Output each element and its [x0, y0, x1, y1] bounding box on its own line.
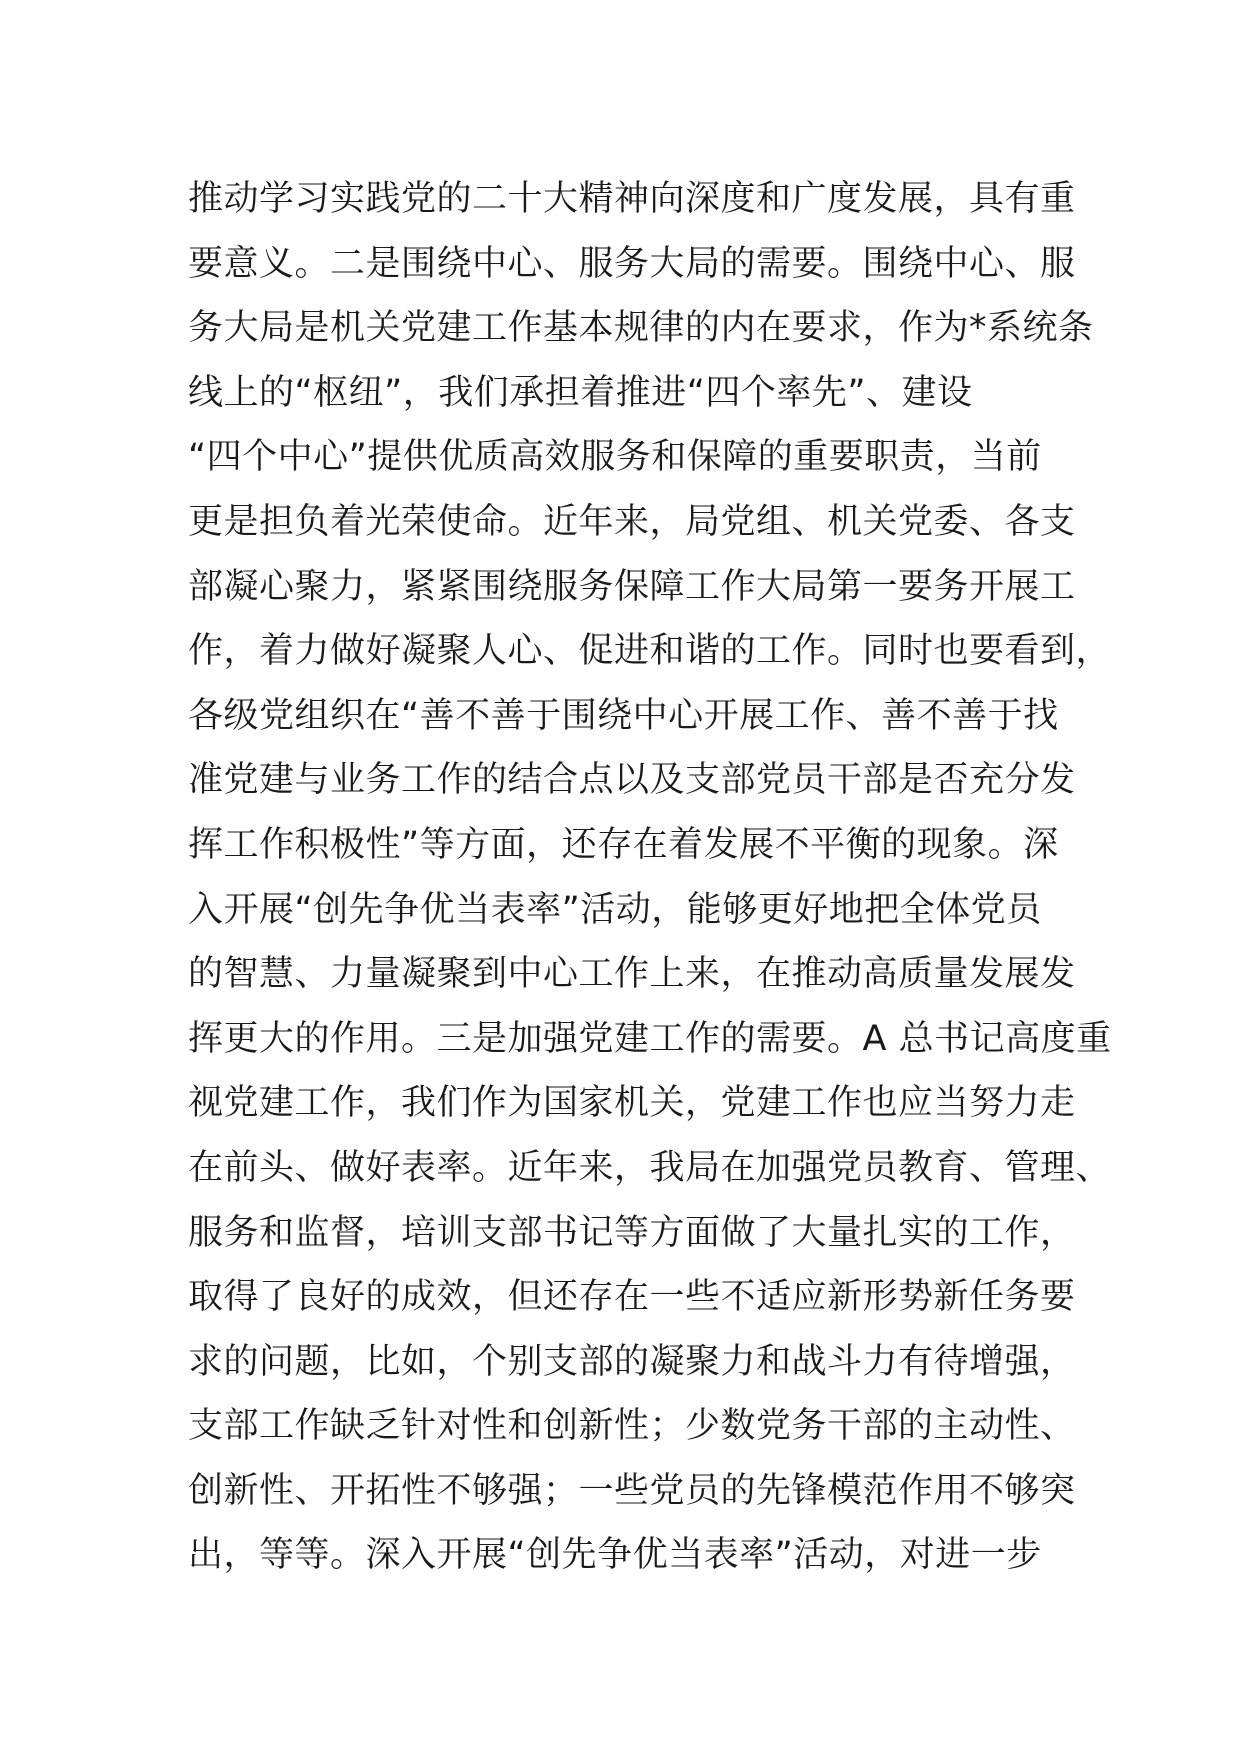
body-text [188, 167, 1112, 1588]
text-line: 的智慧、力量凝聚到中心工作上来，在推动高质量发展发 [188, 954, 1076, 995]
text-line: 入开展“创先争优当表率”活动，能够更好地把全体党员 [188, 889, 1042, 930]
text-line: 部凝心聚力，紧紧围绕服务保障工作大局第一要务开展工 [188, 566, 1076, 607]
text-line: 各级党组织在“善不善于围绕中心开展工作、善不善于找 [188, 695, 1059, 736]
text-line: 作，着力做好凝聚人心、促进和谐的工作。同时也要看到， [188, 631, 1112, 672]
text-line: 要意义。二是围绕中心、服务大局的需要。围绕中心、服 [188, 243, 1076, 284]
text-line: 求的问题，比如，个别支部的凝聚力和战斗力有待增强， [188, 1341, 1076, 1382]
text-line: 线上的“枢纽”，我们承担着推进“四个率先”、建设 [188, 372, 973, 413]
text-line: 出，等等。深入开展“创先争优当表率”活动，对进一步 [188, 1535, 1042, 1576]
text-line: 挥工作积极性”等方面，还存在着发展不平衡的现象。深 [188, 824, 1059, 865]
text-line: 在前头、做好表率。近年来，我局在加强党员教育、管理、 [188, 1147, 1112, 1188]
text-line: 支部工作缺乏针对性和创新性；少数党务干部的主动性、 [188, 1406, 1076, 1447]
text-line: 准党建与业务工作的结合点以及支部党员干部是否充分发 [188, 760, 1076, 801]
text-line: 服务和监督，培训支部书记等方面做了大量扎实的工作， [188, 1212, 1076, 1253]
text-line: 视党建工作，我们作为国家机关，党建工作也应当努力走 [188, 1083, 1076, 1124]
text-line: 创新性、开拓性不够强；一些党员的先锋模范作用不够突 [188, 1470, 1076, 1511]
text-line: “四个中心”提供优质高效服务和保障的重要职责，当前 [188, 437, 1042, 478]
text-line: 更是担负着光荣使命。近年来，局党组、机关党委、各支 [188, 501, 1076, 542]
text-line: 取得了良好的成效，但还存在一些不适应新形势新任务要 [188, 1277, 1076, 1318]
text-line: 推动学习实践党的二十大精神向深度和广度发展，具有重 [188, 179, 1076, 219]
text-line: 挥更大的作用。三是加强党建工作的需要。A 总书记高度重 [188, 1018, 1112, 1059]
text-line: 务大局是机关党建工作基本规律的内在要求，作为*系统条 [188, 308, 1094, 349]
